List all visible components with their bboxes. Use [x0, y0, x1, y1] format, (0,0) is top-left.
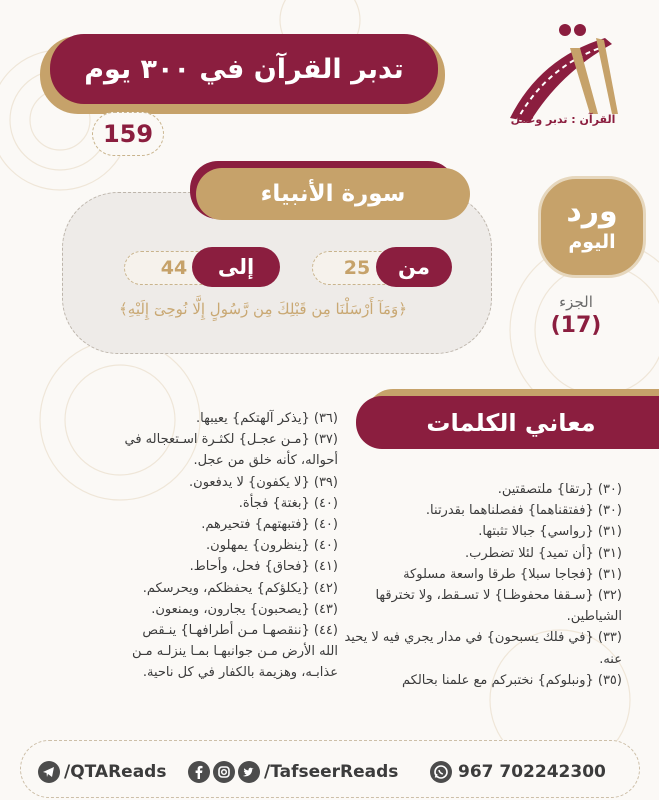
verse-text: ﴿وَمَآ أَرْسَلْنَا مِن قَبْلِكَ مِن رَّسُولٍ إِلَّا نُوحِىٓ إِلَيْهِ﴾ [118, 300, 407, 318]
meaning-item: (٤٠) {بغتة} فجأة. [238, 495, 338, 511]
wird-badge [538, 176, 646, 278]
facebook-icon[interactable] [188, 761, 210, 783]
whatsapp-icon [430, 761, 452, 783]
meaning-item: (٣٠) {رتقا} ملتصقتين. [497, 482, 622, 497]
meaning-item: (٣٩) {لا يكفون} لا يدفعون. [189, 474, 338, 490]
meanings-left-column [122, 408, 338, 684]
whatsapp-link[interactable] [430, 760, 606, 784]
meaning-item: (٣١) {فجاجا سبلا} طرقا واسعة مسلوكة [403, 566, 622, 582]
wird-subtitle: اليوم [568, 231, 616, 253]
meaning-item: (٣٢) {سـقفا محفوظـا} لا تسـقط، ولا تخترقها الشياطين. [375, 588, 622, 625]
range-from-value: 25 [312, 251, 402, 285]
meanings-header: معاني الكلمات [356, 396, 659, 449]
range-to-label: إلى [192, 247, 280, 287]
telegram-link[interactable] [38, 760, 166, 784]
juz-label: الجزء [559, 293, 593, 311]
wird-title: ورد [566, 194, 618, 229]
meaning-item: (٣١) {رواسي} جبالا تثبتها. [478, 524, 622, 540]
surah-name: سورة الأنبياء [196, 168, 470, 220]
meaning-item: (٤٠) {فتبهتهم} فتحيرهم. [201, 517, 338, 533]
meaning-item: (٤٣) {يصحبون} يجارون، ويمنعون. [151, 601, 338, 617]
page-title: تدبر القرآن في ٣٠٠ يوم [50, 34, 438, 104]
meaning-item: (٣٠) {ففتقناهما} ففصلناهما بقدرتنا. [425, 503, 622, 519]
meaning-item: (٣٥) {ونبلوكم} نختبركم مع علمنا بحالكم [402, 672, 622, 688]
social-handle: /TafseerReads [264, 762, 399, 782]
meaning-item: (٣٣) {في فلك يسبحون} في مدار يجري فيه لا يحيد عنه. [344, 630, 622, 667]
instagram-icon[interactable] [213, 761, 235, 783]
juz-number: (17) [550, 313, 602, 338]
meaning-item: (٤٤) {ننقصهـا مـن أطرافهـا} ينـقص الله الأرض مـن جوانبهـا بمـا ينزلـه مـن عذابـه، وهزيمة بالكفار في كل ناحية. [131, 623, 338, 681]
range-to-value: 44 [124, 251, 224, 285]
logo-text: القرآن : تدبر وعمل [510, 113, 616, 126]
meaning-item: (٤٢) {يكلؤكم} يحفظكم، ويحرسكم. [142, 580, 338, 596]
telegram-icon [38, 761, 60, 783]
telegram-handle: /QTAReads [64, 762, 167, 782]
whatsapp-number: 967 702242300 [458, 762, 606, 782]
meaning-item: (٤١) {فحاق} فحل، وأحاط. [189, 559, 338, 575]
social-links[interactable] [188, 760, 398, 784]
twitter-icon[interactable] [238, 761, 260, 783]
meaning-item: (٤٠) {ينظرون} يمهلون. [206, 538, 338, 554]
meaning-item: (٣٧) {مـن عجـل} لكثـرة اسـتعجاله في أحواله، كأنه خلق من عجل. [124, 432, 338, 469]
meaning-item: (٣٦) {يذكر آلهتكم} يعيبها. [195, 411, 338, 426]
meaning-item: (٣١) {أن تميد} لئلا تضطرب. [465, 545, 622, 561]
meanings-right-column [340, 479, 622, 691]
page-number: 159 [92, 112, 164, 156]
range-from-label: من [376, 247, 452, 287]
range-from [312, 251, 452, 285]
range-to [124, 251, 282, 285]
